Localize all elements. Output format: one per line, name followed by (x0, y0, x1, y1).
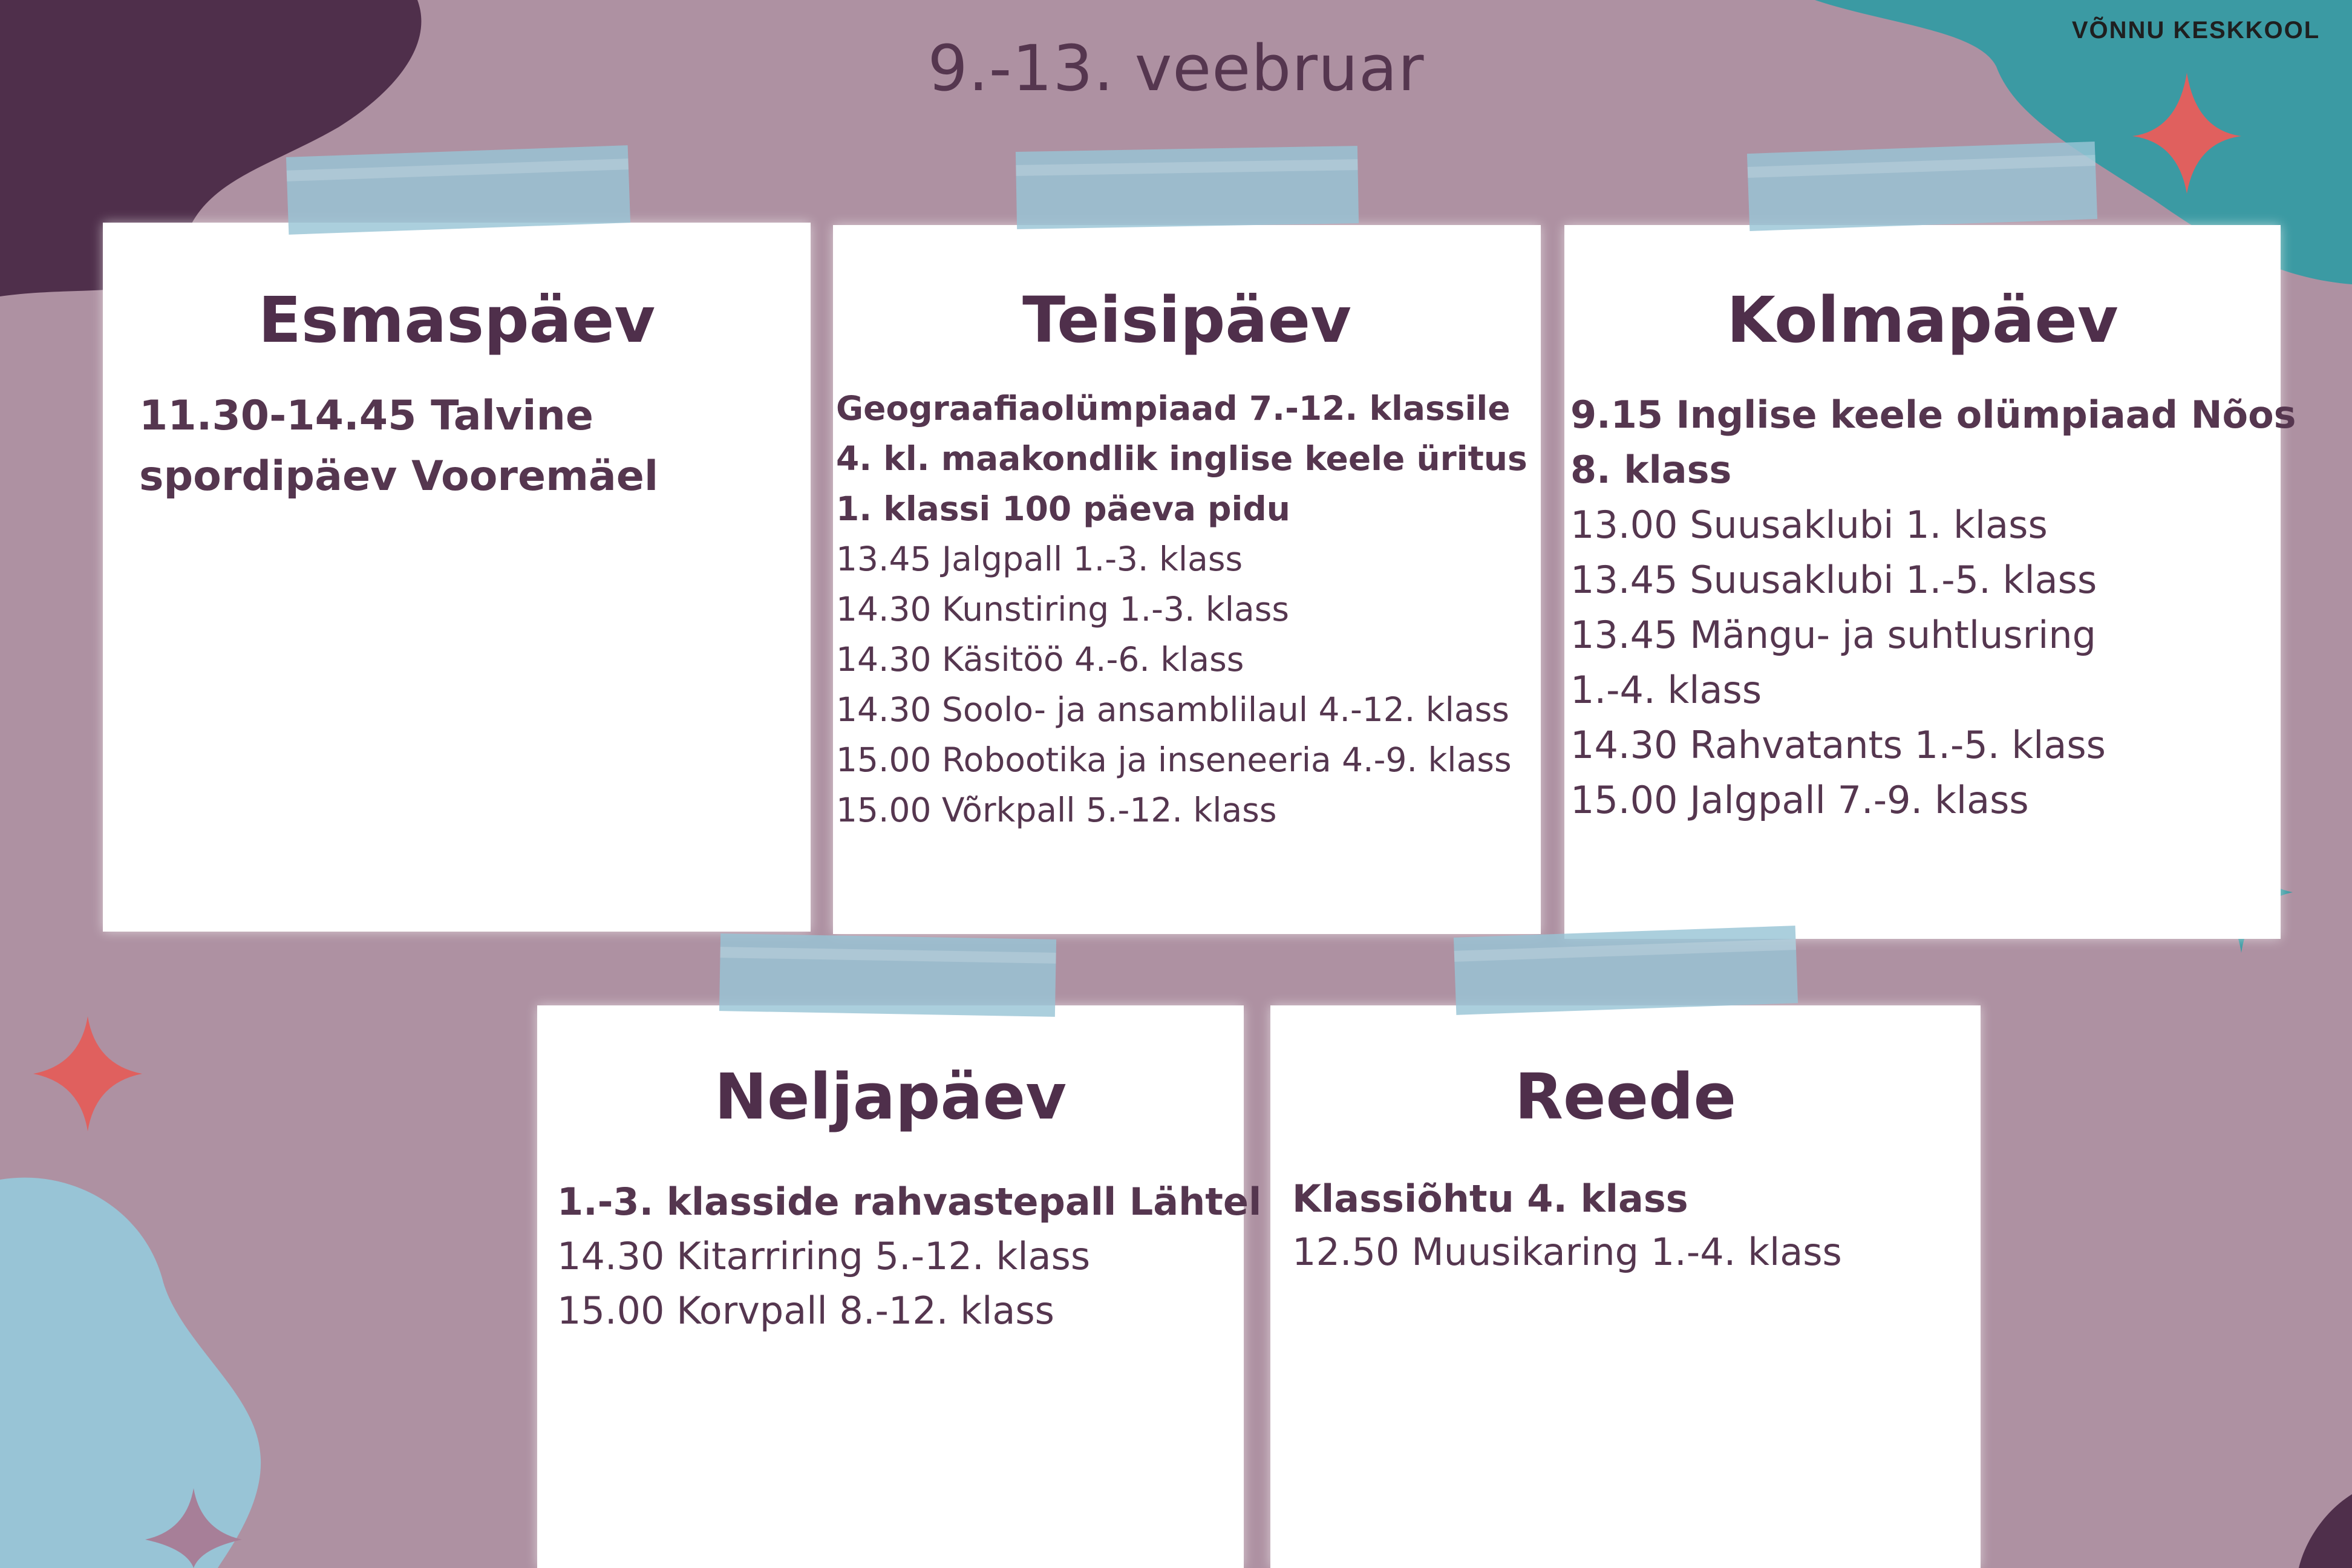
tape-tuesday (1016, 146, 1359, 229)
event-item: 15.00 Võrkpall 5.-12. klass (836, 791, 1277, 829)
event-item: 15.00 Robootika ja inseneeria 4.-9. klass (836, 740, 1512, 779)
day-card-thursday (537, 1005, 1262, 1568)
event-item: 14.30 Rahvatants 1.-5. klass (1570, 723, 2106, 767)
week-dates: 9.-13. veebruar (927, 31, 1425, 105)
tape-monday (286, 145, 630, 235)
event-item: 14.30 Kitarriring 5.-12. klass (557, 1234, 1091, 1278)
event-item: 9.15 Inglise keele olümpiaad Nõos (1570, 393, 2296, 437)
event-item: 11.30-14.45 Talvine (139, 392, 594, 440)
event-item: 12.50 Muusikaring 1.-4. klass (1292, 1230, 1842, 1274)
event-item: 14.30 Kunstiring 1.-3. klass (836, 590, 1290, 629)
event-item: 14.30 Soolo- ja ansamblilaul 4.-12. klass (836, 690, 1509, 729)
event-item: 13.00 Suusaklubi 1. klass (1570, 503, 2048, 547)
tape-friday (1454, 926, 1798, 1015)
event-item: Klassiõhtu 4. klass (1292, 1177, 1688, 1221)
event-list (836, 384, 1527, 835)
day-title: Teisipäev (1022, 283, 1351, 357)
school-name: VÕNNU KESKKOOL (2071, 17, 2321, 44)
event-item: Geograafiaolümpiaad 7.-12. klassile (836, 389, 1511, 428)
day-card-friday (1270, 1005, 1981, 1568)
event-item: 13.45 Jalgpall 1.-3. klass (836, 540, 1243, 578)
day-card-monday (103, 223, 811, 932)
event-list (557, 1175, 1261, 1338)
event-list (139, 386, 658, 507)
event-item: 15.00 Jalgpall 7.-9. klass (1570, 778, 2029, 822)
event-list (1570, 387, 2296, 828)
event-item: 15.00 Korvpall 8.-12. klass (557, 1289, 1054, 1333)
event-item: 13.45 Suusaklubi 1.-5. klass (1570, 558, 2097, 602)
event-item: 14.30 Käsitöö 4.-6. klass (836, 640, 1244, 679)
event-list (1292, 1172, 1842, 1279)
bottom-right-blob (2299, 1494, 2352, 1568)
day-card-wednesday (1564, 225, 2296, 939)
event-item: 1. klassi 100 päeva pidu (836, 489, 1290, 528)
day-card-tuesday (833, 225, 1541, 934)
event-item: 4. kl. maakondlik inglise keele üritus (836, 439, 1527, 478)
day-title: Kolmapäev (1726, 283, 2118, 357)
event-item: 8. klass (1570, 448, 1732, 492)
event-item: 13.45 Mängu- ja suhtlusring (1570, 613, 2097, 657)
day-title: Esmaspäev (258, 283, 656, 357)
event-item: spordipäev Vooremäel (139, 452, 659, 500)
bottom-left-blob (0, 1178, 261, 1568)
day-title: Neljapäev (714, 1060, 1067, 1134)
event-item: 1.-3. klasside rahvastepall Lähtel (557, 1180, 1262, 1224)
coral-sparkle-left (33, 1016, 142, 1131)
tape-wednesday (1747, 142, 2097, 231)
tape-thursday (719, 933, 1056, 1017)
event-item: 1.-4. klass (1570, 668, 1762, 712)
day-title: Reede (1514, 1060, 1737, 1134)
